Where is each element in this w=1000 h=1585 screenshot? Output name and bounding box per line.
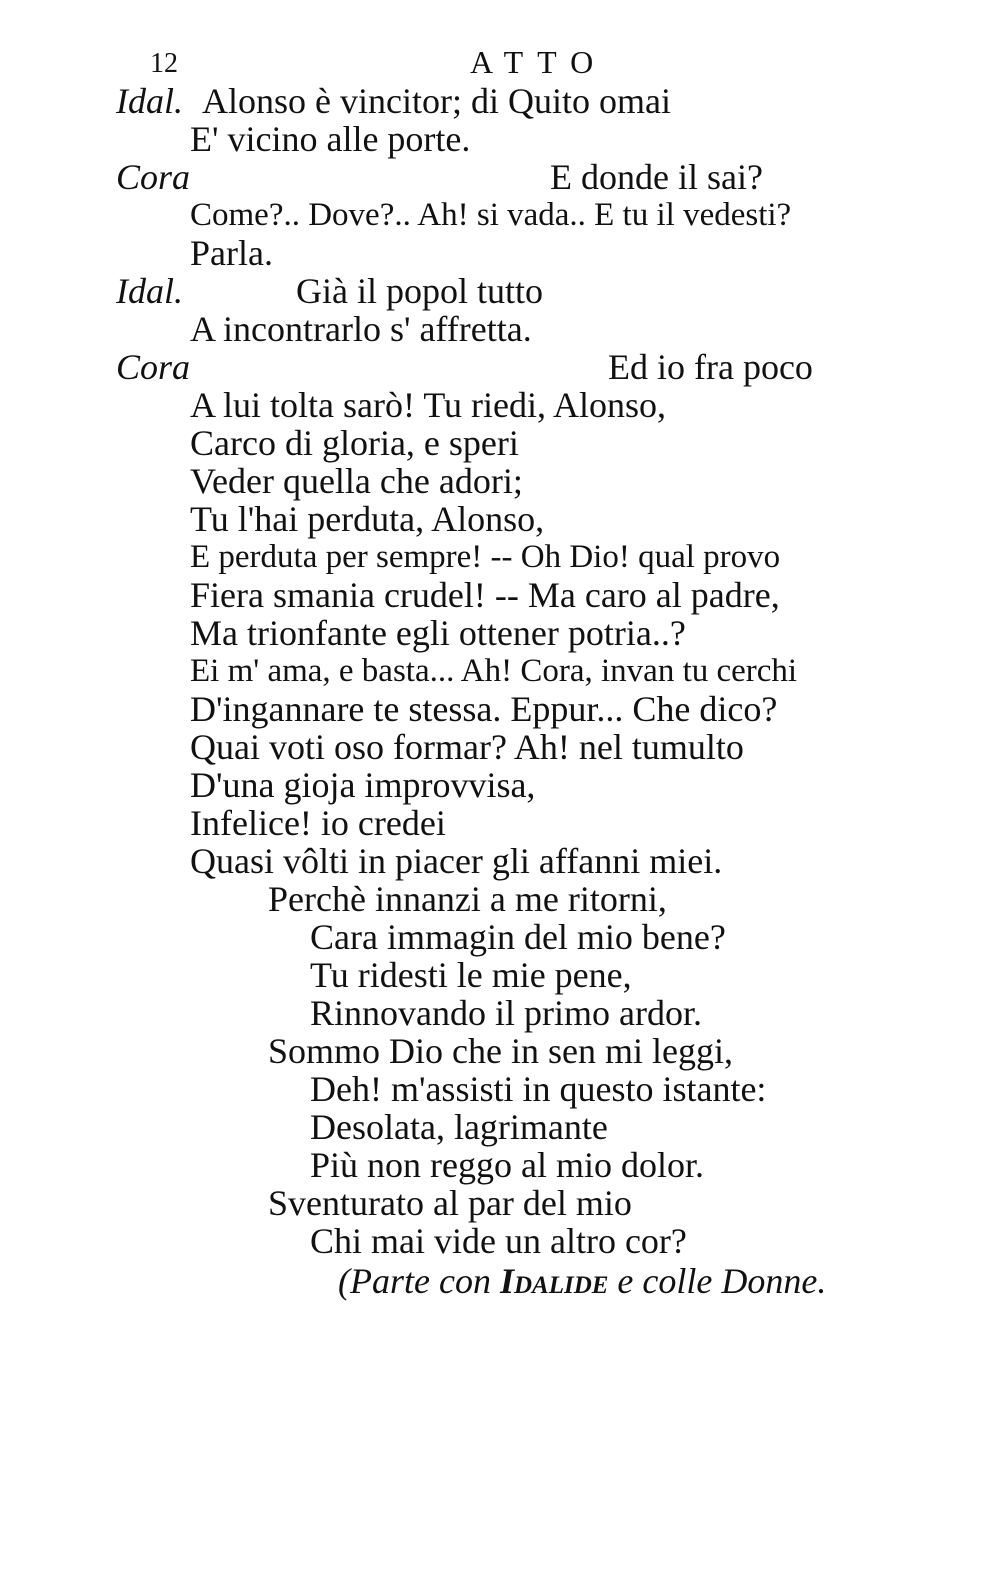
verse-line	[0, 272, 1000, 310]
verse-line	[0, 614, 1000, 652]
verse-line	[0, 538, 1000, 576]
verse-line	[0, 652, 1000, 690]
verse-text: Tu ridesti le mie pene,	[310, 955, 632, 995]
verse-text: Chi mai vide un altro cor?	[310, 1221, 687, 1261]
speaker-name: Idal.	[116, 81, 183, 121]
verse-text: Carco di gloria, e speri	[190, 423, 519, 463]
verse-text: Ei m' ama, e basta... Ah! Cora, invan tu cerchi	[190, 653, 798, 689]
verse-line	[0, 386, 1000, 424]
stage-direction-prefix: (Parte con	[338, 1261, 500, 1301]
verse-line	[0, 956, 1000, 994]
verse-line	[0, 120, 1000, 158]
verse-line	[0, 576, 1000, 614]
page-number: 12	[150, 48, 178, 79]
verse-line	[0, 766, 1000, 804]
verse-text: A incontrarlo s' affretta.	[190, 309, 532, 349]
speaker-name: Idal.	[116, 271, 183, 311]
verse-line	[0, 158, 1000, 196]
verse-line	[0, 462, 1000, 500]
verse-line	[0, 880, 1000, 918]
verse-text: Desolata, lagrimante	[310, 1107, 608, 1147]
verse-text: E' vicino alle porte.	[190, 119, 471, 159]
verse-text: Parla.	[190, 233, 273, 273]
verse-text: Cara immagin del mio bene?	[310, 917, 726, 957]
verse-text: E donde il sai?	[550, 157, 763, 197]
verse-text: Sventurato al par del mio	[268, 1183, 632, 1223]
verse-line	[0, 994, 1000, 1032]
verse-line	[0, 728, 1000, 766]
verse-line	[0, 690, 1000, 728]
verse-text: D'una gioja improvvisa,	[190, 765, 536, 805]
verse-text: Infelice! io credei	[190, 803, 446, 843]
stage-direction-text	[338, 1262, 826, 1300]
verse-line	[0, 348, 1000, 386]
verse-text: Perchè innanzi a me ritorni,	[268, 879, 667, 919]
verse-text: Più non reggo al mio dolor.	[310, 1145, 704, 1185]
verse-line	[0, 1222, 1000, 1260]
verse-text: Deh! m'assisti in questo istante:	[310, 1069, 767, 1109]
verse-line	[0, 500, 1000, 538]
verse-line	[0, 196, 1000, 234]
verse-line	[0, 1108, 1000, 1146]
running-head: ATTO	[470, 44, 608, 80]
verse-text: Già il popol tutto	[296, 271, 543, 311]
verse-text: Ed io fra poco	[608, 347, 813, 387]
verse-text: Tu l'hai perduta, Alonso,	[190, 499, 545, 539]
stage-direction-suffix: e colle Donne.	[608, 1261, 827, 1301]
verse-text: Fiera smania crudel! -- Ma caro al padre,	[190, 575, 780, 615]
verse-line	[0, 804, 1000, 842]
verse-text: Rinnovando il primo ardor.	[310, 993, 702, 1033]
verse-line	[0, 1146, 1000, 1184]
verse-text: Quasi vôlti in piacer gli affanni miei.	[190, 841, 723, 881]
verse-text: E perduta per sempre! -- Oh Dio! qual provo	[190, 539, 781, 575]
verse-text: Veder quella che adori;	[190, 461, 523, 501]
speaker-name: Cora	[116, 347, 191, 387]
verse-text: D'ingannare te stessa. Eppur... Che dico?	[190, 689, 778, 729]
stage-direction	[0, 1262, 1000, 1300]
verse-text: Come?.. Dove?.. Ah! si vada.. E tu il vedesti?	[190, 197, 792, 233]
speaker-name: Cora	[116, 157, 191, 197]
verse-line	[0, 1032, 1000, 1070]
verse-line	[0, 1184, 1000, 1222]
verse-line	[0, 1070, 1000, 1108]
verse-text: Sommo Dio che in sen mi leggi,	[268, 1031, 733, 1071]
verse-line	[0, 918, 1000, 956]
verse-text: Alonso è vincitor; di Quito omai	[202, 81, 671, 121]
verse-line	[0, 424, 1000, 462]
verse-line	[0, 310, 1000, 348]
verse-text: Ma trionfante egli ottener potria..?	[190, 613, 686, 653]
verse-text: Quai voti oso formar? Ah! nel tumulto	[190, 727, 744, 767]
verse-text: A lui tolta sarò! Tu riedi, Alonso,	[190, 385, 667, 425]
stage-direction-name: Idalide	[499, 1261, 609, 1301]
verse-line	[0, 234, 1000, 272]
verse-line	[0, 842, 1000, 880]
page-header	[0, 44, 1000, 84]
verse-line	[0, 82, 1000, 120]
